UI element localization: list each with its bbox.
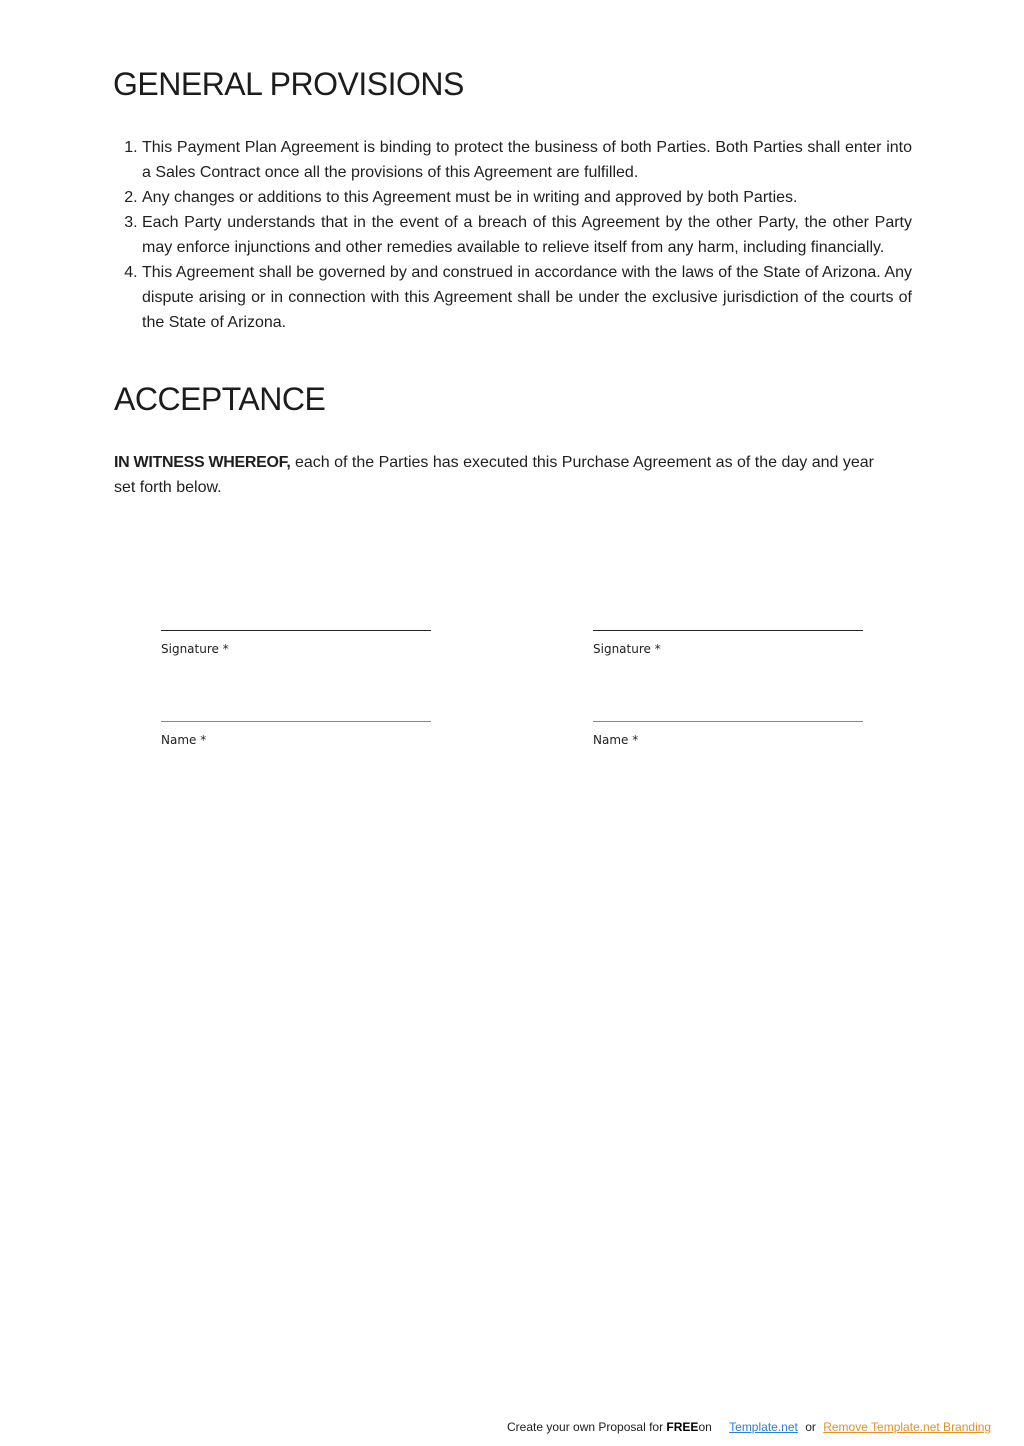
signature-label-right: Signature * bbox=[593, 642, 661, 656]
name-line-left[interactable] bbox=[161, 721, 431, 722]
footer-prefix: Create your own Proposal for bbox=[507, 1420, 667, 1434]
name-line-right[interactable] bbox=[593, 721, 863, 722]
provision-item-1: 1. This Payment Plan Agreement is binding to protect the business of both Parties. Both Parties shall enter into a Sales Contract once all the provisions of this Agreement are fulfilled. bbox=[142, 135, 912, 185]
signature-label-left: Signature * bbox=[161, 642, 229, 656]
signature-line-left[interactable] bbox=[161, 630, 431, 631]
provision-item-4: 4. This Agreement shall be governed by and construed in accordance with the laws of the State of Arizona. Any dispute arising or in connection with this Agreement shall be under the exclusive jurisdiction of the courts of the State of Arizona. bbox=[142, 260, 912, 335]
footer-branding bbox=[507, 1419, 991, 1435]
witness-text: each of the Parties has executed this Purchase Agreement as of the day and year set forth below. bbox=[114, 454, 874, 496]
signature-line-right[interactable] bbox=[593, 630, 863, 631]
template-net-link[interactable]: Template.net bbox=[729, 1420, 798, 1434]
name-label-left: Name * bbox=[161, 733, 207, 747]
witness-bold-lead: IN WITNESS WHEREOF, bbox=[114, 454, 291, 471]
footer-free: FREE bbox=[666, 1420, 699, 1434]
acceptance-heading: ACCEPTANCE bbox=[114, 381, 326, 417]
footer-or: or bbox=[805, 1420, 816, 1434]
witness-paragraph bbox=[114, 450, 894, 500]
provisions-list bbox=[114, 135, 912, 335]
remove-branding-link[interactable]: Remove Template.net Branding bbox=[823, 1420, 992, 1434]
general-provisions-heading: GENERAL PROVISIONS bbox=[113, 66, 464, 102]
provision-item-2: 2. Any changes or additions to this Agreement must be in writing and approved by both Parties. bbox=[142, 185, 912, 210]
name-label-right: Name * bbox=[593, 733, 639, 747]
provision-item-3: 3. Each Party understands that in the event of a breach of this Agreement by the other Party, the other Party may enforce injunctions and other remedies available to relieve itself from any harm, including financially. bbox=[142, 210, 912, 260]
footer-on: on bbox=[698, 1420, 712, 1434]
